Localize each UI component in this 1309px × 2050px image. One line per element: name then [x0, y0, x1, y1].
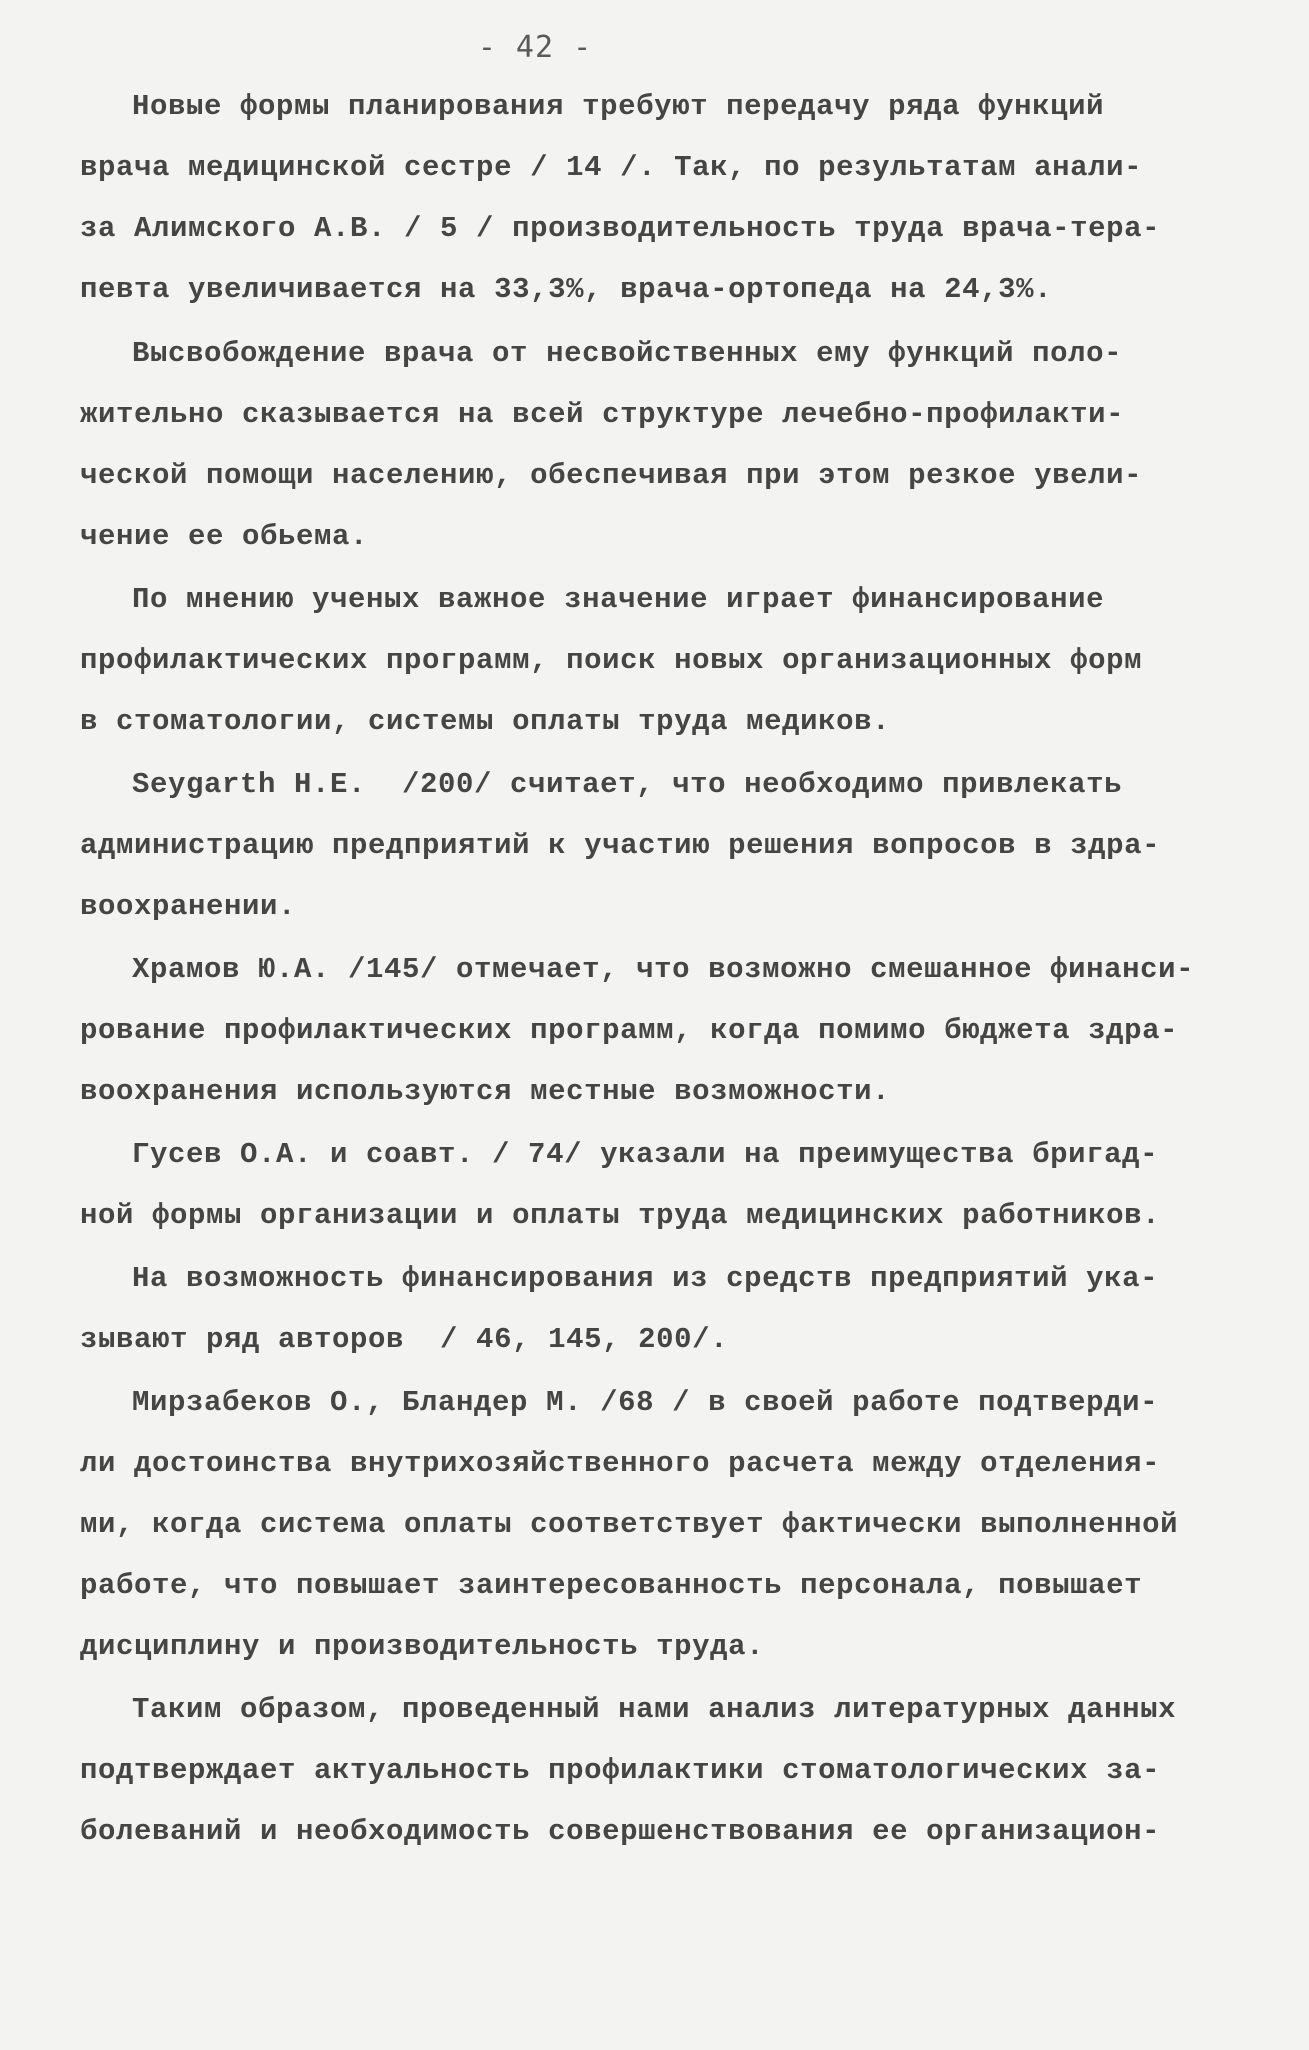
- text-line: жительно сказывается на всей структуре лечебно-профилакти-: [80, 398, 1125, 431]
- text-line: воохранении.: [80, 890, 297, 923]
- text-line: за Алимского А.В. / 5 / производительность труда врача-тера-: [80, 212, 1161, 245]
- text-line: профилактических программ, поиск новых организационных форм: [80, 644, 1143, 677]
- text-line: зывают ряд авторов / 46, 145, 200/.: [80, 1323, 729, 1356]
- text-line: На возможность финансирования из средств предприятий ука-: [132, 1262, 1159, 1295]
- text-line: рование профилактических программ, когда помимо бюджета здра-: [80, 1014, 1179, 1047]
- text-line: администрацию предприятий к участию решения вопросов в здра-: [80, 829, 1161, 862]
- text-line: воохранения используются местные возможности.: [80, 1075, 891, 1108]
- text-line: врача медицинской сестре / 14 /. Так, по результатам анали-: [80, 151, 1143, 184]
- text-line: Храмов Ю.А. /145/ отмечает, что возможно смешанное финанси-: [132, 953, 1195, 986]
- text-line: дисциплину и производительность труда.: [80, 1630, 765, 1663]
- text-line: чение ее обьема.: [80, 520, 369, 553]
- text-line: По мнению ученых важное значение играет финансирование: [132, 583, 1105, 616]
- text-line: Высвобождение врача от несвойственных ему функций поло-: [132, 337, 1123, 370]
- text-line: Seygarth H.E. /200/ считает, что необходимо привлекать: [132, 768, 1123, 801]
- page-number: - 42 -: [477, 30, 593, 65]
- text-line: работе, что повышает заинтересованность персонала, повышает: [80, 1569, 1143, 1602]
- text-line: Гусев О.А. и соавт. / 74/ указали на преимущества бригад-: [132, 1138, 1159, 1171]
- text-line: болеваний и необходимость совершенствования ее организацион-: [80, 1815, 1161, 1848]
- text-line: ли достоинства внутрихозяйственного расчета между отделения-: [80, 1447, 1161, 1480]
- text-line: ми, когда система оплаты соответствует фактически выполненной: [80, 1508, 1179, 1541]
- text-line: в стоматологии, системы оплаты труда медиков.: [80, 705, 891, 738]
- text-line: подтверждает актуальность профилактики стоматологических за-: [80, 1754, 1161, 1787]
- text-line: Таким образом, проведенный нами анализ литературных данных: [132, 1693, 1177, 1726]
- text-line: ной формы организации и оплаты труда медицинских работников.: [80, 1199, 1161, 1232]
- text-line: ческой помощи населению, обеспечивая при этом резкое увели-: [80, 459, 1143, 492]
- text-line: певта увеличивается на 33,3%, врача-ортопеда на 24,3%.: [80, 273, 1053, 306]
- text-line: Новые формы планирования требуют передачу ряда функций: [132, 90, 1105, 123]
- text-line: Мирзабеков О., Бландер М. /68 / в своей работе подтверди-: [132, 1386, 1159, 1419]
